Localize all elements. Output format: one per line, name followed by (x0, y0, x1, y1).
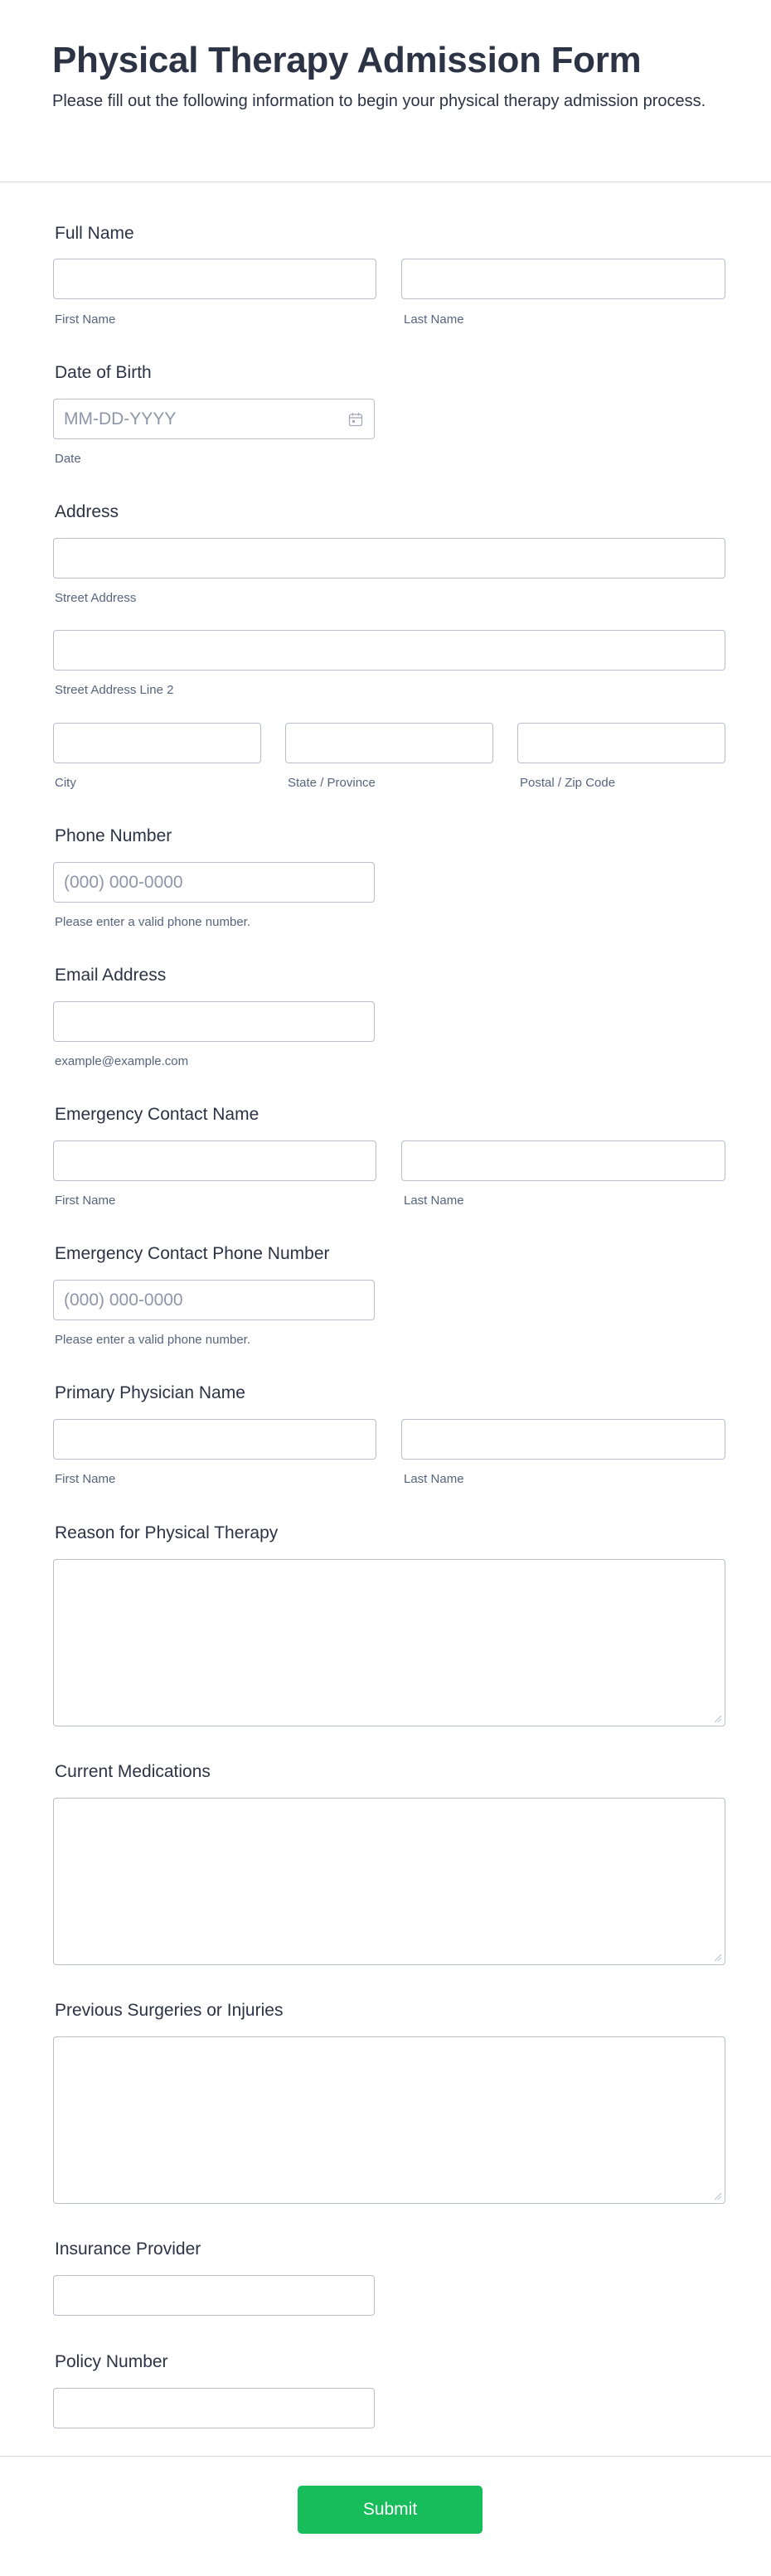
phone-label: Phone Number (55, 826, 172, 845)
emergency-phone-sublabel: Please enter a valid phone number. (55, 1333, 250, 1347)
state-province-sublabel: State / Province (288, 776, 376, 790)
resize-handle-icon[interactable] (712, 1952, 722, 1962)
street-address-sublabel: Street Address (55, 591, 137, 605)
address-label: Address (55, 502, 119, 521)
state-province-input[interactable] (285, 723, 493, 763)
dob-input[interactable] (53, 399, 375, 439)
medications-label: Current Medications (55, 1762, 211, 1781)
full-name-last-input[interactable] (401, 259, 725, 299)
reason-textarea[interactable] (53, 1559, 725, 1726)
physician-last-sublabel: Last Name (404, 1472, 464, 1486)
emergency-last-sublabel: Last Name (404, 1194, 464, 1208)
emergency-phone-label: Emergency Contact Phone Number (55, 1244, 330, 1263)
surgeries-textarea[interactable] (53, 2036, 725, 2204)
physician-first-input[interactable] (53, 1419, 376, 1460)
postal-zip-input[interactable] (517, 723, 725, 763)
full-name-first-input[interactable] (53, 259, 376, 299)
email-label: Email Address (55, 966, 167, 985)
email-input[interactable] (53, 1001, 375, 1042)
policy-label: Policy Number (55, 2352, 168, 2371)
surgeries-label: Previous Surgeries or Injuries (55, 2001, 284, 2020)
dob-label: Date of Birth (55, 363, 152, 382)
reason-label: Reason for Physical Therapy (55, 1523, 279, 1542)
physician-label: Primary Physician Name (55, 1383, 245, 1402)
resize-handle-icon[interactable] (712, 2191, 722, 2201)
full-name-first-sublabel: First Name (55, 312, 116, 327)
emergency-first-input[interactable] (53, 1140, 376, 1181)
emergency-phone-input[interactable] (53, 1280, 375, 1320)
policy-input[interactable] (53, 2388, 375, 2428)
city-input[interactable] (53, 723, 261, 763)
full-name-last-sublabel: Last Name (404, 312, 464, 327)
street-address-line2-input[interactable] (53, 630, 725, 671)
form-subtitle: Please fill out the following information to begin your physical therapy admission process. (52, 92, 706, 110)
emergency-last-input[interactable] (401, 1140, 725, 1181)
phone-input[interactable] (53, 862, 375, 903)
form-header (0, 0, 771, 182)
postal-zip-sublabel: Postal / Zip Code (520, 776, 616, 790)
physician-last-input[interactable] (401, 1419, 725, 1460)
phone-sublabel: Please enter a valid phone number. (55, 915, 250, 929)
physician-first-sublabel: First Name (55, 1472, 116, 1486)
calendar-icon[interactable] (348, 412, 363, 427)
emergency-first-sublabel: First Name (55, 1194, 116, 1208)
insurance-input[interactable] (53, 2275, 375, 2316)
submit-button[interactable]: Submit (298, 2486, 482, 2534)
full-name-label: Full Name (55, 224, 134, 243)
street-address-input[interactable] (53, 538, 725, 579)
medications-textarea[interactable] (53, 1798, 725, 1965)
street-address-line2-sublabel: Street Address Line 2 (55, 683, 174, 697)
form-title: Physical Therapy Admission Form (52, 40, 642, 80)
form-footer (0, 2456, 771, 2576)
insurance-label: Insurance Provider (55, 2239, 201, 2259)
email-sublabel: example@example.com (55, 1054, 189, 1068)
city-sublabel: City (55, 776, 76, 790)
emergency-name-label: Emergency Contact Name (55, 1105, 259, 1124)
dob-sublabel: Date (55, 452, 81, 466)
resize-handle-icon[interactable] (712, 1713, 722, 1723)
